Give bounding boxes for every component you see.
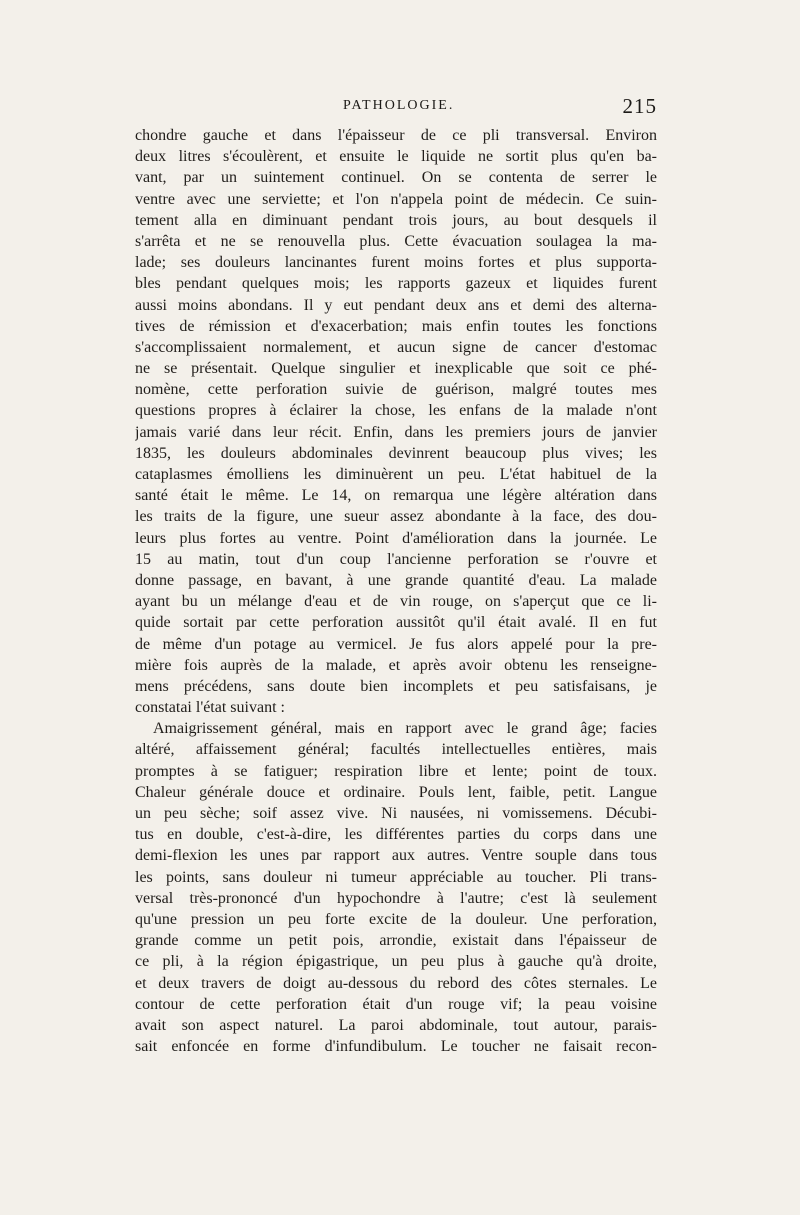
text-line: tement alla en diminuant pendant trois jours, au bout desquels il xyxy=(135,211,657,229)
text-line: mière fois auprès de la malade, et après avoir obtenu les renseigne- xyxy=(135,656,657,674)
text-line: grande comme un petit pois, arrondie, existait dans l'épaisseur de xyxy=(135,932,657,950)
text-line: versal très-prononcé d'un hypochondre à l'autre; c'est là seulement xyxy=(135,889,657,907)
text-line: demi-flexion les unes par rapport aux autres. Ventre souple dans tous xyxy=(135,847,657,865)
text-line: 15 au matin, tout d'un coup l'ancienne perforation se r'ouvre et xyxy=(135,550,657,568)
text-line: qu'une pression un peu forte excite de la douleur. Une perforation, xyxy=(135,910,657,928)
text-line: altéré, affaissement général; facultés intellectuelles entières, mais xyxy=(135,741,657,759)
text-line: les traits de la figure, une sueur assez abondante à la face, des dou- xyxy=(135,508,657,526)
text-line: ayant bu un mélange d'eau et de vin rouge, on s'aperçut que ce li- xyxy=(135,593,657,611)
text-line: donne passage, en bavant, à une grande quantité d'eau. La malade xyxy=(135,571,657,589)
text-line: lade; ses douleurs lancinantes furent moins fortes et plus supporta- xyxy=(135,254,657,272)
body-text xyxy=(135,125,657,1057)
text-line: de même d'un potage au vermicel. Je fus alors appelé pour la pre- xyxy=(135,635,657,653)
text-line: Amaigrissement général, mais en rapport avec le grand âge; facies xyxy=(153,720,657,738)
text-line: tus en double, c'est-à-dire, les différentes parties du corps dans une xyxy=(135,826,657,844)
text-line: ce pli, à la région épigastrique, un peu plus à gauche qu'à droite, xyxy=(135,953,657,971)
text-line: et deux travers de doigt au-dessous du rebord des côtes sternales. Le xyxy=(135,974,657,992)
text-line: constatai l'état suivant : xyxy=(135,699,285,717)
text-line: Chaleur générale douce et ordinaire. Pouls lent, faible, petit. Langue xyxy=(135,783,657,801)
text-line: vant, par un suintement continuel. On se contenta de serrer le xyxy=(135,169,657,187)
text-line: chondre gauche et dans l'épaisseur de ce pli transversal. Environ xyxy=(135,127,657,144)
text-line: sait enfoncée en forme d'infundibulum. Le toucher ne faisait recon- xyxy=(135,1038,657,1056)
text-line: s'arrêta et ne se renouvella plus. Cette évacuation soulagea la ma- xyxy=(135,232,657,250)
text-line: quide sortait par cette perforation aussitôt qu'il était avalé. Il en fut xyxy=(135,614,657,632)
page-number: 215 xyxy=(622,94,657,118)
text-line: contour de cette perforation était d'un rouge vif; la peau voisine xyxy=(135,995,657,1013)
text-line: jamais varié dans leur récit. Enfin, dans les premiers jours de janvier xyxy=(135,423,657,441)
text-line: cataplasmes émolliens les diminuèrent un peu. L'état habituel de la xyxy=(135,466,657,483)
text-line: deux litres s'écoulèrent, et ensuite le liquide ne sortit plus qu'en ba- xyxy=(135,148,657,166)
text-line: un peu sèche; soif assez vive. Ni nausées, ni vomissemens. Décubi- xyxy=(135,805,657,822)
text-line: santé était le même. Le 14, on remarqua une légère altération dans xyxy=(135,487,657,505)
text-line: mens précédens, sans doute bien incomplets et peu satisfaisans, je xyxy=(135,677,657,695)
text-line: promptes à se fatiguer; respiration libre et lente; point de toux. xyxy=(135,762,657,780)
text-line: aussi moins abondans. Il y eut pendant deux ans et demi des alterna- xyxy=(135,296,657,314)
text-line: les points, sans douleur ni tumeur appréciable au toucher. Pli trans- xyxy=(135,868,657,886)
text-line: leurs plus fortes au ventre. Point d'amélioration dans la journée. Le xyxy=(135,529,657,547)
text-line: nomène, cette perforation suivie de guérison, malgré toutes mes xyxy=(135,381,657,399)
text-line: ne se présentait. Quelque singulier et inexplicable que soit ce phé- xyxy=(135,360,657,378)
text-line: ventre avec une serviette; et l'on n'appela point de médecin. Ce suin- xyxy=(135,190,657,208)
text-line: questions propres à éclairer la chose, les enfans de la malade n'ont xyxy=(135,402,657,420)
text-line: 1835, les douleurs abdominales devinrent beaucoup plus vives; les xyxy=(135,444,657,462)
running-title: PATHOLOGIE. xyxy=(343,98,455,113)
text-line: s'accomplissaient normalement, et aucun signe de cancer d'estomac xyxy=(135,338,657,356)
text-line: bles pendant quelques mois; les rapports gazeux et liquides furent xyxy=(135,275,657,293)
text-line: avait son aspect naturel. La paroi abdominale, tout autour, parais- xyxy=(135,1016,657,1034)
text-line: tives de rémission et d'exacerbation; mais enfin toutes les fonctions xyxy=(135,317,657,335)
page-header xyxy=(135,96,657,120)
